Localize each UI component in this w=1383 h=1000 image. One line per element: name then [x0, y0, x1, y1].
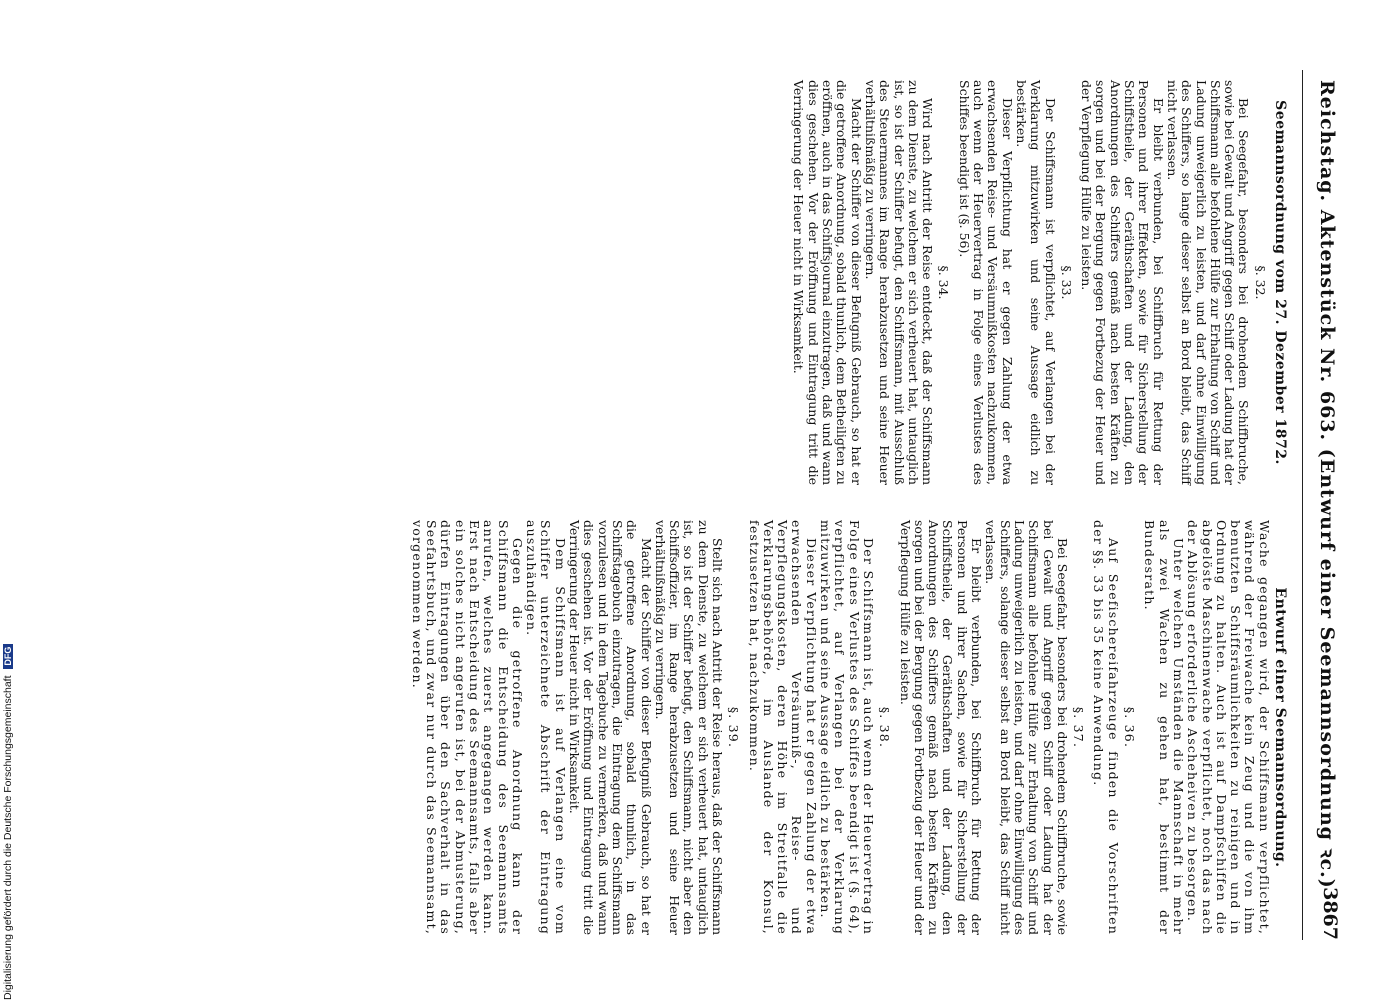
- paragraph: Bei Seegefahr, besonders bei drohendem Schiffbruche, sowie bei Gewalt und Angriff gegen Schiff oder Ladung hat der Schiffsmann alle befohlene Hülfe zur Erhaltung von Schiff und Ladung unweigerlich zu leisten, und darf ohne Einwilligung des Schiffers, solange dieser selbst an Bord bleibt, das Schiff nicht verlassen.: [983, 520, 1070, 935]
- paragraph: Stellt sich nach Antritt der Reise heraus, daß der Schiffsmann zu dem Dienste, zu welchem er sich verheuert hat, untauglich ist, so ist der Schiffer befugt, den Schiffsmann, nicht aber den Schiffsoffizier, im Range herabzusetzen und seine Heuer verhältnißmäßig zu verringern.: [652, 520, 726, 935]
- left-column: [791, 80, 1293, 485]
- page-number: 3867: [1319, 887, 1341, 940]
- right-subtitle: Entwurf einer Seemannsordnung.: [1272, 587, 1288, 868]
- digitization-credit: [2, 620, 20, 1000]
- paragraph: Er bleibt verbunden, bei Schiffbruch für Rettung der Personen und ihrer Effekten, sowie für Sicherstellung der Schiffstheile, der Geräthschaften und der Ladung, den Anordnungen des Schiffers gemäß nach besten Kräften zu sorgen und bei der Bergung gegen Fortbezug der Heuer und der Verpflegung Hülfe zu leisten.: [1079, 80, 1166, 485]
- paragraph: Der Schiffsmann ist, auch wenn der Heuervertrag in Folge eines Verlustes des Schiffes beendigt ist (§. 64), verpflichtet, auf Verlangen bei der Verklarung mitzuwirken und seine Aussage eidlich zu bestärken.: [818, 520, 876, 935]
- right-column: [409, 520, 1293, 935]
- section-heading: §. 38.: [877, 706, 893, 749]
- section-heading: §. 39.: [726, 706, 742, 749]
- paragraph: Der Schiffsmann ist verpflichtet, auf Verlangen bei der Verklarung mitzuwirken und seine Aussage eidlich zu bestärken.: [1013, 80, 1058, 485]
- paragraph: Dem Schiffsmann ist auf Verlangen eine vom Schiffer unterzeichnete Abschrift der Eintragung auszuhändigen.: [524, 520, 568, 935]
- dfg-logo: DFG: [3, 644, 13, 669]
- header-title: Reichstag. Aktenstück Nr. 663. (Entwurf einer Seemannsordnung ꝛc.): [1316, 80, 1338, 889]
- section-heading: §. 37.: [1071, 706, 1087, 749]
- section-heading: §. 34.: [936, 265, 952, 300]
- paragraph: Auf Seefischereifahrzeuge finden die Vorschriften der §§. 33 bis 35 keine Anwendung.: [1091, 520, 1121, 935]
- paragraph: Macht der Schiffer von dieser Befugniß Gebrauch, so hat er die getroffene Anordnung, sobald thunlich, dem Betheiligten zu eröffnen, auch in das Schiffsjournal einzutragen, daß und wann dies geschehen. Vor der Eröffnung und Eintragung tritt die Verringerung der Heuer nicht in Wirksamkeit.: [791, 80, 864, 485]
- section-heading: §. 32.: [1252, 265, 1268, 300]
- left-subtitle: Seemannsordnung vom 27. Dezember 1872.: [1272, 100, 1288, 465]
- header-rule: [1302, 70, 1303, 940]
- paragraph: Wird nach Antritt der Reise entdeckt, daß der Schiffsmann zu dem Dienste, zu welchem er sich verheuert hat, untauglich ist, so ist der Schiffer befugt, den Schiffsmann, mit Ausschluß des Steuermannes im Range herabzusetzen und seine Heuer verhältnißmäßig zu verringern.: [862, 80, 936, 485]
- paragraph: Bei Seegefahr, besonders bei drohendem Schiffbruche, sowie bei Gewalt und Angriff gegen Schiff oder Ladung hat der Schiffsmann alle befohlene Hülfe zur Erhaltung von Schiff und Ladung unweigerlich zu leisten, und darf ohne Einwilligung des Schiffers, so lange dieser selbst an Bord bleibt, das Schiff nicht verlassen.: [1164, 80, 1252, 485]
- paragraph: Wache gegangen wird, der Schiffsmann verpflichtet, während der Freiwache kein Zeug und die von ihm benutzten Schiffsräumlichkeiten zu reinigen und in Ordnung zu halten. Auch ist auf Dampfschiffen die abgelöste Maschinenwache verpflichtet, noch das nach der Ablösung erforderliche Ascheheiven zu besorgen.: [1185, 520, 1272, 935]
- paragraph: Dieser Verpflichtung hat er gegen Zahlung der etwa erwachsenden Reise- und Versäumnißkosten nachzukommen, auch wenn der Heuervertrag in Folge eines Verlustes des Schiffes beendigt ist (§. 56).: [956, 80, 1015, 485]
- paragraph: Unter welchen Umständen die Mannschaft in mehr als zwei Wachen zu gehen hat, bestimmt der Bundesrath.: [1142, 520, 1186, 935]
- section-heading: §. 33.: [1058, 265, 1074, 300]
- paragraph: Er bleibt verbunden, bei Schiffbruch für Rettung der Personen und ihrer Sachen, sowie für Sicherstellung der Schiffstheile, der Geräthschaften und der Ladung, den Anordnungen des Schiffers gemäß nach besten Kräften zu sorgen und bei der Bergung gegen Fortbezug der Heuer und der Verpflegung Hülfe zu leisten.: [897, 520, 985, 935]
- paragraph: Dieser Verpflichtung hat er gegen Zahlung der etwa erwachsenden Versäumniß-, Reise- und Verpflegungskosten, deren Höhe im Streitfalle die Verklarungsbehörde, im Auslande der Konsul, festzusetzen hat, nachzukommen.: [746, 520, 819, 935]
- paragraph: Gegen die getroffene Anordnung kann der Schiffsmann die Entscheidung des Seemannsamts anrufen, welches zuerst angegangen werden kann. Erst nach Entscheidung des Seemannsamts, falls aber ein solches nicht angerufen ist, bei der Abmusterung, dürfen Eintragungen über den Sachverhalt in das Seefahrtsbuch, und zwar nur durch das Seemannsamt, vorgenommen werden.: [409, 520, 525, 935]
- section-heading: §. 36.: [1122, 706, 1138, 749]
- paragraph: Macht der Schiffer von dieser Befugniß Gebrauch, so hat er die getroffene Anordnung, sobald thunlich, in das Schiffstagebuch einzutragen, die Eintragung dem Schiffsmann vorzulesen und in dem Tagebuche zu vermerken, daß und wann dies geschehen ist. Vor der Eröffnung und Eintragung tritt die Verringerung der Heuer nicht in Wirksamkeit.: [567, 520, 654, 935]
- credit-text: Digitalisierung gefördert durch die Deutsche Forschungsgemeinschaft: [2, 675, 14, 1000]
- page-header: [1307, 70, 1347, 940]
